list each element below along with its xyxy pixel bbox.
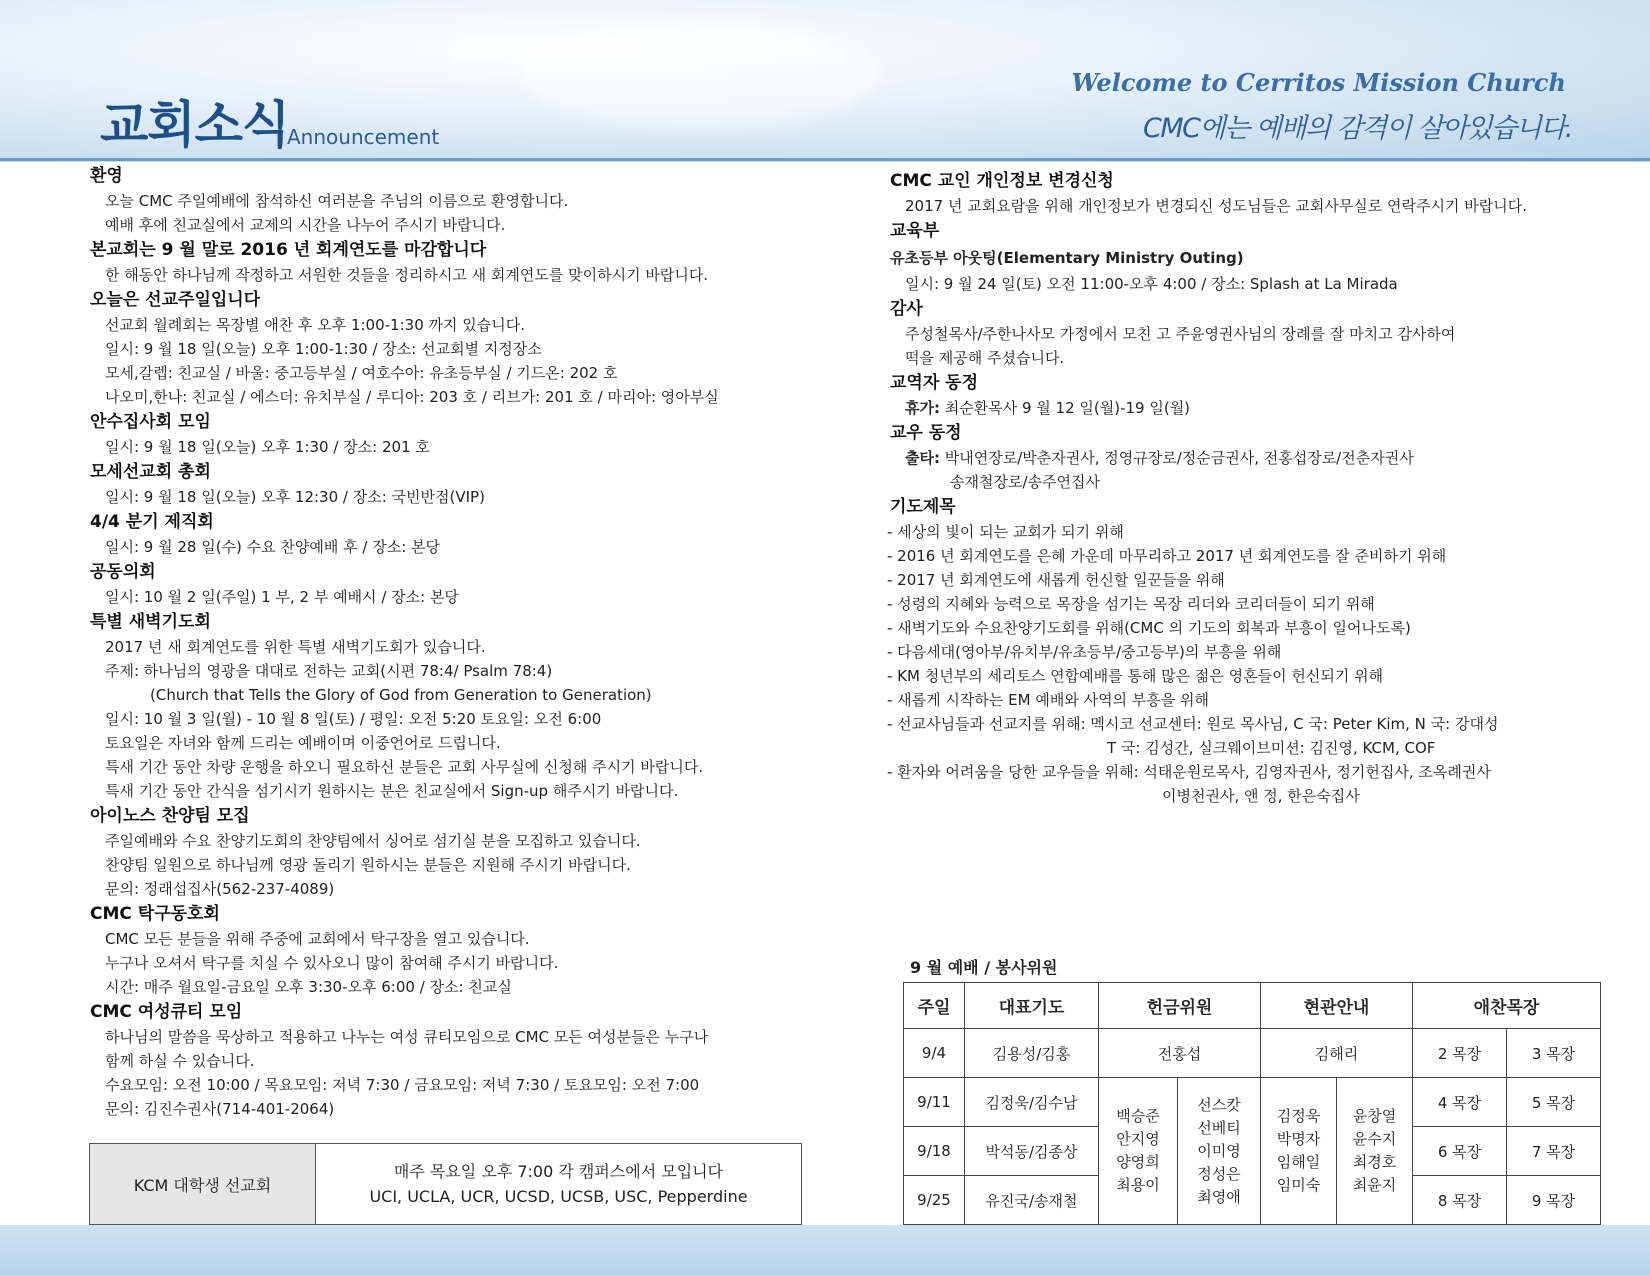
page-title: 교회소식 bbox=[100, 96, 290, 154]
name: 최윤지 bbox=[1352, 1176, 1397, 1194]
text-line: CMC 모든 분들을 위해 주중에 교회에서 탁구장을 열고 있습니다. bbox=[105, 930, 530, 948]
kcm-details bbox=[316, 1144, 801, 1224]
table-row bbox=[904, 1078, 1601, 1127]
text-line: 특새 기간 동안 차량 운행을 하오니 필요하신 분들은 교회 사무실에 신청해 주시기 바랍니다. bbox=[105, 758, 704, 776]
date-cell: 9/4 bbox=[904, 1029, 965, 1078]
text-line: 문의: 정래섭집사(562-237-4089) bbox=[105, 880, 335, 898]
text-line: 선교회 월례회는 목장별 애찬 후 오후 1:00-1:30 까지 있습니다. bbox=[105, 316, 525, 334]
subsection-heading: 유초등부 아웃팅(Elementary Ministry Outing) bbox=[890, 249, 1244, 267]
text-line bbox=[890, 396, 1610, 420]
date-cell: 9/18 bbox=[904, 1127, 965, 1176]
usher-group-b bbox=[1337, 1078, 1413, 1225]
prayer-item: - 환자와 어려움을 당한 교우들을 위해: 석태운원로목사, 김영자권사, 정기헌집사, 조옥례권사 bbox=[887, 763, 1491, 781]
right-column bbox=[887, 168, 1610, 808]
text-line: 토요일은 자녀와 함께 드리는 예배이며 이중언어로 드립니다. bbox=[105, 734, 501, 752]
text-line: 2017 년 교회요람을 위해 개인정보가 변경되신 성도님들은 교회사무실로 연락주시기 바랍니다. bbox=[905, 197, 1527, 215]
kcm-campuses: UCI, UCLA, UCR, UCSD, UCSB, USC, Pepperdine bbox=[369, 1187, 748, 1206]
name: 최용이 bbox=[1116, 1176, 1160, 1194]
name: 선스캇 bbox=[1197, 1095, 1241, 1114]
text-line: 일시: 9 월 18 일(오늘) 오후 1:30 / 장소: 201 호 bbox=[105, 438, 430, 456]
section-heading: 모세선교회 총회 bbox=[90, 462, 211, 482]
section-heading: 오늘은 선교주일입니다 bbox=[90, 290, 261, 310]
fellowship-cell: 9 목장 bbox=[1507, 1176, 1601, 1225]
col-header: 헌금위원 bbox=[1099, 983, 1261, 1029]
date-cell: 9/25 bbox=[904, 1176, 965, 1225]
section-heading: 안수집사회 모임 bbox=[90, 412, 211, 432]
prayer-item: - 새벽기도와 수요찬양기도회를 위해(CMC 의 기도의 회복과 부흥이 일어나도록) bbox=[887, 619, 1411, 637]
kcm-label: KCM 대학생 선교회 bbox=[90, 1144, 316, 1224]
name: 정성은 bbox=[1197, 1164, 1241, 1183]
table-row bbox=[904, 1029, 1601, 1078]
prayer-item-continued: 이병천권사, 앤 정, 한은숙집사 bbox=[1162, 787, 1360, 805]
section-heading: 교역자 동정 bbox=[890, 373, 979, 393]
name: 이미영 bbox=[1197, 1141, 1241, 1160]
name: 박명자 bbox=[1276, 1130, 1321, 1148]
offering-group-a bbox=[1099, 1078, 1178, 1225]
name: 최영애 bbox=[1197, 1187, 1241, 1206]
text-line: 하나님의 말씀을 묵상하고 적용하고 나누는 여성 큐티모임으로 CMC 모든 여성분들은 누구나 bbox=[105, 1028, 709, 1046]
text-line: 주일예배와 수요 찬양기도회의 찬양팀에서 싱어로 섬기실 분을 모집하고 있습니다. bbox=[105, 832, 641, 850]
usher-cell: 김해리 bbox=[1261, 1029, 1413, 1078]
text-line: 예배 후에 친교실에서 교제의 시간을 나누어 주시기 바랍니다. bbox=[105, 216, 506, 234]
welcome-text: Welcome to Cerritos Mission Church bbox=[1071, 68, 1566, 97]
service-table bbox=[903, 982, 1601, 1225]
fellowship-cell: 2 목장 bbox=[1413, 1029, 1507, 1078]
service-table-title: 9 월 예배 / 봉사위원 bbox=[910, 958, 1058, 977]
text-line: 함께 하실 수 있습니다. bbox=[105, 1052, 255, 1070]
prayer-item: - 새롭게 시작하는 EM 예배와 사역의 부흥을 위해 bbox=[887, 691, 1210, 709]
prayer-cell: 김용성/김홍 bbox=[965, 1029, 1099, 1078]
text-line: 2017 년 새 회계연도를 위한 특별 새벽기도회가 있습니다. bbox=[105, 638, 486, 656]
prayer-item: - 선교사님들과 선교지를 위해: 멕시코 선교센터: 원로 목사님, C 국: Peter Kim, N 국: 강대성 bbox=[887, 715, 1499, 733]
col-header: 현관안내 bbox=[1261, 983, 1413, 1029]
prayer-item: - 세상의 빛이 되는 교회가 되기 위해 bbox=[887, 523, 1124, 541]
travel-text: 박내연장로/박춘자권사, 정영규장로/정순금권사, 전홍섭장로/전춘자권사 bbox=[939, 449, 1414, 467]
section-heading: 공동의회 bbox=[90, 562, 156, 582]
prayer-item: - 성령의 지혜와 능력으로 목장을 섬기는 목장 리더와 코리더들이 되기 위해 bbox=[887, 595, 1375, 613]
name: 최경호 bbox=[1352, 1153, 1397, 1171]
name: 임해일 bbox=[1276, 1153, 1321, 1171]
text-line: 나오미,한나: 친교실 / 에스더: 유치부실 / 루디아: 203 호 / 리브가: 201 호 / 마리아: 영아부실 bbox=[105, 388, 719, 406]
text-line: (Church that Tells the Glory of God from Generation to Generation) bbox=[150, 686, 652, 704]
prayer-item: - 2017 년 회계연도에 새롭게 헌신할 일꾼들을 위해 bbox=[887, 571, 1225, 589]
offering-cell: 전홍섭 bbox=[1099, 1029, 1261, 1078]
text-line: 떡을 제공해 주셨습니다. bbox=[905, 349, 1065, 367]
left-column bbox=[90, 163, 810, 1121]
name: 백승준 bbox=[1116, 1107, 1160, 1125]
vacation-text: 최순환목사 9 월 12 일(월)-19 일(월) bbox=[939, 399, 1191, 417]
world-map-graphic bbox=[520, 20, 880, 130]
page-subtitle: Announcement bbox=[287, 125, 440, 149]
prayer-item: - 2016 년 회계연도를 은혜 가운데 마무리하고 2017 년 회계연도를 잘 준비하기 위해 bbox=[887, 547, 1447, 565]
footer-band bbox=[0, 1225, 1650, 1275]
name: 선베티 bbox=[1197, 1118, 1241, 1137]
prayer-item: - KM 청년부의 세리토스 연합예배를 통해 많은 젊은 영혼들이 헌신되기 위해 bbox=[887, 667, 1384, 685]
text-line: 시간: 매주 월요일-금요일 오후 3:30-오후 6:00 / 장소: 친교실 bbox=[105, 978, 512, 996]
section-heading: 환영 bbox=[90, 166, 123, 186]
text-line: 일시: 10 월 2 일(주일) 1 부, 2 부 예배시 / 장소: 본당 bbox=[105, 588, 459, 606]
text-line: 수요모임: 오전 10:00 / 목요모임: 저녁 7:30 / 금요모임: 저녁 7:30 / 토요모임: 오전 7:00 bbox=[105, 1076, 700, 1094]
fellowship-cell: 5 목장 bbox=[1507, 1078, 1601, 1127]
text-line: 특새 기간 동안 간식을 섬기시기 원하시는 분은 친교실에서 Sign-up 해주시기 바랍니다. bbox=[105, 782, 679, 800]
col-header: 주일 bbox=[904, 983, 965, 1029]
prayer-cell: 유진국/송재철 bbox=[965, 1176, 1099, 1225]
prayer-item: - 다음세대(영아부/유치부/유초등부/중고등부)의 부흥을 위해 bbox=[887, 643, 1282, 661]
table-header-row bbox=[904, 983, 1601, 1029]
header-divider bbox=[0, 158, 1650, 161]
text-line: 찬양팀 일원으로 하나님께 영광 돌리기 원하시는 분들은 지원해 주시기 바랍니다. bbox=[105, 856, 631, 874]
text-line: 일시: 9 월 24 일(토) 오전 11:00-오후 4:00 / 장소: Splash at La Mirada bbox=[905, 275, 1398, 293]
name: 윤창열 bbox=[1352, 1107, 1397, 1125]
text-line: 주성철목사/주한나사모 가정에서 모친 고 주윤영권사님의 장례를 잘 마치고 감사하여 bbox=[905, 325, 1456, 343]
kcm-schedule: 매주 목요일 오후 7:00 각 캠퍼스에서 모입니다 bbox=[393, 1162, 724, 1181]
text-line: 일시: 9 월 28 일(수) 수요 찬양예배 후 / 장소: 본당 bbox=[105, 538, 441, 556]
text-line: 일시: 9 월 18 일(오늘) 오후 12:30 / 장소: 국빈반점(VIP) bbox=[105, 488, 485, 506]
section-heading: 4/4 분기 제직회 bbox=[90, 512, 214, 532]
section-heading: CMC 여성큐티 모임 bbox=[90, 1002, 243, 1022]
section-heading: CMC 탁구동호회 bbox=[90, 904, 220, 924]
prayer-item-continued: T 국: 김성간, 실크웨이브미션: 김진영, KCM, COF bbox=[1107, 739, 1436, 757]
kcm-info-box bbox=[89, 1143, 802, 1225]
section-heading: 감사 bbox=[890, 299, 923, 319]
fellowship-cell: 3 목장 bbox=[1507, 1029, 1601, 1078]
text-line: 일시: 9 월 18 일(오늘) 오후 1:00-1:30 / 장소: 선교회별 지정장소 bbox=[105, 340, 542, 358]
section-heading: 본교회는 9 월 말로 2016 년 회계연도를 마감합니다 bbox=[90, 240, 487, 260]
text-line bbox=[890, 446, 1610, 470]
vacation-label: 휴가: bbox=[905, 399, 940, 417]
fellowship-cell: 8 목장 bbox=[1413, 1176, 1507, 1225]
usher-group-a bbox=[1261, 1078, 1337, 1225]
section-heading: 교우 동정 bbox=[890, 423, 962, 443]
name: 안지영 bbox=[1116, 1130, 1160, 1148]
section-heading: 교육부 bbox=[890, 221, 940, 241]
section-heading: CMC 교인 개인정보 변경신청 bbox=[890, 171, 1114, 191]
prayer-cell: 박석동/김종상 bbox=[965, 1127, 1099, 1176]
travel-label: 출타: bbox=[905, 449, 940, 467]
text-line: 모세,갈렙: 친교실 / 바울: 중고등부실 / 여호수아: 유초등부실 / 기드온: 202 호 bbox=[105, 364, 618, 382]
section-heading: 아이노스 찬양팀 모집 bbox=[90, 806, 250, 826]
text-line: 송재철장로/송주연집사 bbox=[950, 473, 1100, 491]
name: 양영희 bbox=[1116, 1153, 1160, 1171]
name: 김정욱 bbox=[1276, 1107, 1321, 1125]
text-line: 주제: 하나님의 영광을 대대로 전하는 교회(시편 78:4/ Psalm 78:4) bbox=[105, 662, 553, 680]
col-header: 애찬목장 bbox=[1413, 983, 1601, 1029]
prayer-cell: 김정욱/김수남 bbox=[965, 1078, 1099, 1127]
fellowship-cell: 6 목장 bbox=[1413, 1127, 1507, 1176]
text-line: 오늘 CMC 주일예배에 참석하신 여러분을 주님의 이름으로 환영합니다. bbox=[105, 192, 569, 210]
text-line: 누구나 오셔서 탁구를 치실 수 있사오니 많이 참여해 주시기 바랍니다. bbox=[105, 954, 559, 972]
name: 윤수지 bbox=[1352, 1130, 1397, 1148]
name: 임미숙 bbox=[1276, 1176, 1321, 1194]
text-line: 한 해동안 하나님께 작정하고 서원한 것들을 정리하시고 새 회계연도를 맞이하시기 바랍니다. bbox=[105, 266, 709, 284]
section-heading: 특별 새벽기도회 bbox=[90, 612, 211, 632]
text-line: 문의: 김진수권사(714-401-2064) bbox=[105, 1100, 335, 1118]
text-line: 일시: 10 월 3 일(월) - 10 월 8 일(토) / 평일: 오전 5:20 토요일: 오전 6:00 bbox=[105, 710, 602, 728]
col-header: 대표기도 bbox=[965, 983, 1099, 1029]
fellowship-cell: 4 목장 bbox=[1413, 1078, 1507, 1127]
fellowship-cell: 7 목장 bbox=[1507, 1127, 1601, 1176]
slogan-text: CMC에는 예배의 감격이 살아있습니다. bbox=[1143, 113, 1572, 144]
section-heading: 기도제목 bbox=[890, 497, 956, 517]
date-cell: 9/11 bbox=[904, 1078, 965, 1127]
offering-group-b bbox=[1178, 1078, 1261, 1225]
